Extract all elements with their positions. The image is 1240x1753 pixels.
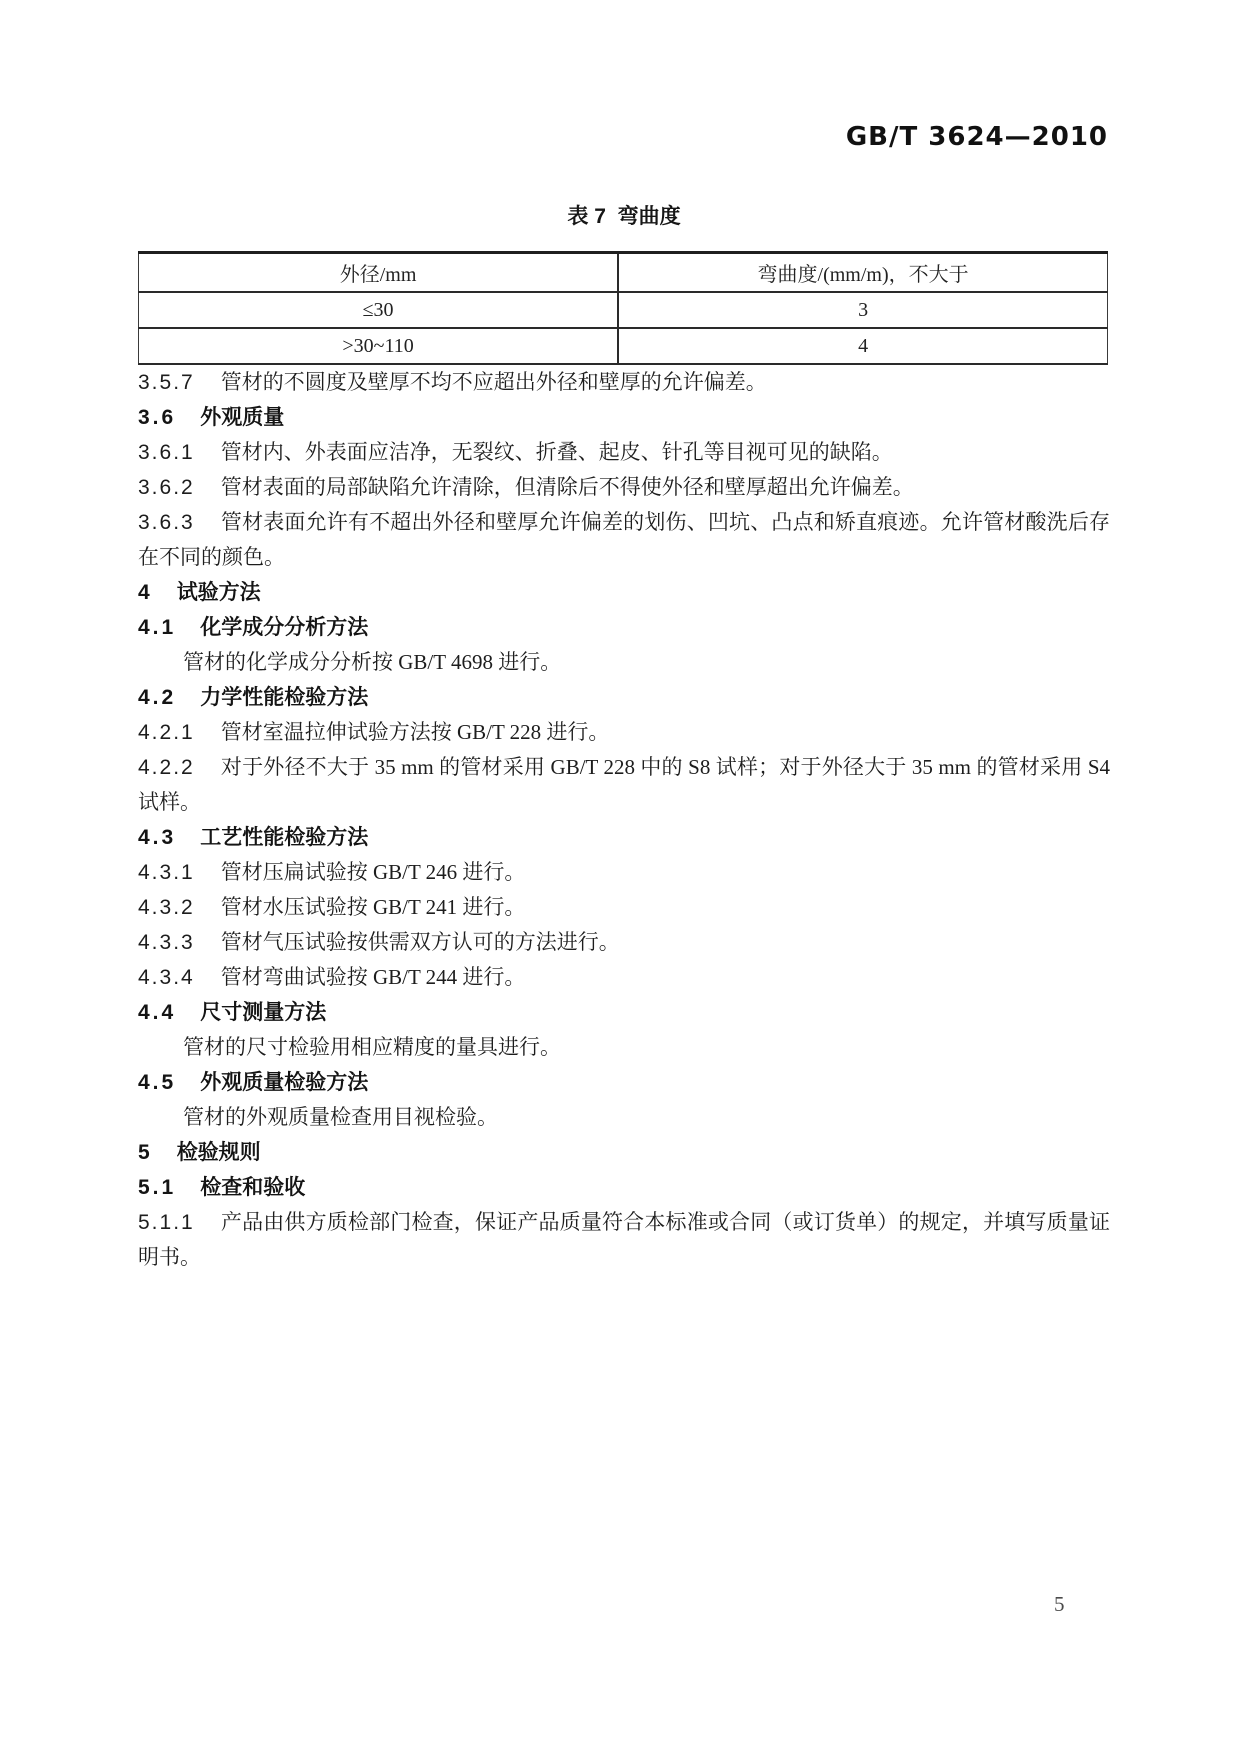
paragraph-4-5 bbox=[138, 1100, 1110, 1135]
heading-4-4 bbox=[138, 995, 1110, 1030]
heading-text: 工艺性能检验方法 bbox=[200, 826, 369, 849]
clause-3-5-7 bbox=[138, 365, 1110, 400]
clause-number: 4.3.2 bbox=[138, 896, 195, 919]
table-cell: 4 bbox=[858, 334, 869, 357]
heading-text: 检验规则 bbox=[176, 1141, 261, 1164]
table-row bbox=[139, 292, 1108, 328]
table-header-bend-degree: 弯曲度/(mm/m)，不大于 bbox=[618, 253, 1107, 293]
heading-number: 3.6 bbox=[138, 406, 177, 429]
heading-4-1 bbox=[138, 610, 1110, 645]
clause-number: 5.1.1 bbox=[138, 1211, 195, 1234]
clause-text: 对于外径不大于 35 mm 的管材采用 GB/T 228 中的 S8 试样；对于外径大于 35 mm 的管材采用 S4 试样。 bbox=[138, 755, 1110, 814]
clause-5-1-1 bbox=[138, 1205, 1110, 1275]
clause-text: 管材气压试验按供需双方认可的方法进行。 bbox=[220, 930, 620, 954]
heading-4 bbox=[138, 575, 1110, 610]
heading-number: 4.2 bbox=[138, 686, 177, 709]
clause-4-3-4 bbox=[138, 960, 1110, 995]
clause-text: 管材内、外表面应洁净，无裂纹、折叠、起皮、针孔等目视可见的缺陷。 bbox=[220, 440, 893, 464]
clause-text: 管材表面允许有不超出外径和壁厚允许偏差的划伤、凹坑、凸点和矫直痕迹。允许管材酸洗后存在不同的颜色。 bbox=[138, 510, 1110, 569]
clause-text: 管材表面的局部缺陷允许清除，但清除后不得使外径和壁厚超出允许偏差。 bbox=[220, 475, 914, 499]
heading-4-5 bbox=[138, 1065, 1110, 1100]
page-content bbox=[138, 0, 1110, 1275]
clause-number: 3.6.1 bbox=[138, 441, 195, 464]
clause-text: 管材压扁试验按 GB/T 246 进行。 bbox=[220, 860, 526, 884]
heading-5-1 bbox=[138, 1170, 1110, 1205]
heading-4-2 bbox=[138, 680, 1110, 715]
clause-text: 产品由供方质检部门检查，保证产品质量符合本标准或合同（或订货单）的规定，并填写质量证明书。 bbox=[138, 1210, 1110, 1269]
heading-text: 试验方法 bbox=[176, 581, 261, 604]
heading-number: 5 bbox=[138, 1141, 153, 1164]
paragraph-text: 管材的化学成分分析按 GB/T 4698 进行。 bbox=[183, 650, 562, 674]
paragraph-4-1 bbox=[138, 645, 1110, 680]
clause-text: 管材水压试验按 GB/T 241 进行。 bbox=[220, 895, 526, 919]
clause-4-3-1 bbox=[138, 855, 1110, 890]
clause-number: 3.6.3 bbox=[138, 511, 195, 534]
table-header-outer-diameter: 外径/mm bbox=[139, 253, 619, 293]
heading-text: 化学成分分析方法 bbox=[200, 616, 369, 639]
heading-number: 5.1 bbox=[138, 1176, 177, 1199]
page-number: 5 bbox=[1054, 1592, 1065, 1616]
heading-text: 外观质量检验方法 bbox=[200, 1071, 369, 1094]
heading-number: 4.4 bbox=[138, 1001, 177, 1024]
heading-number: 4.5 bbox=[138, 1071, 177, 1094]
table-caption: 表 7 弯曲度 bbox=[567, 205, 681, 228]
clause-number: 4.3.3 bbox=[138, 931, 195, 954]
paragraph-text: 管材的外观质量检查用目视检验。 bbox=[183, 1105, 498, 1129]
clause-text: 管材弯曲试验按 GB/T 244 进行。 bbox=[220, 965, 526, 989]
clause-4-2-2 bbox=[138, 750, 1110, 820]
table-row bbox=[139, 328, 1108, 364]
heading-number: 4.3 bbox=[138, 826, 177, 849]
clause-text: 管材室温拉伸试验方法按 GB/T 228 进行。 bbox=[220, 720, 610, 744]
table-cell: >30~110 bbox=[139, 328, 619, 364]
heading-text: 尺寸测量方法 bbox=[200, 1001, 327, 1024]
heading-text: 力学性能检验方法 bbox=[200, 686, 369, 709]
heading-4-3 bbox=[138, 820, 1110, 855]
clause-number: 4.3.1 bbox=[138, 861, 195, 884]
paragraph-text: 管材的尺寸检验用相应精度的量具进行。 bbox=[183, 1035, 561, 1059]
table-header-row bbox=[139, 253, 1108, 293]
clause-3-6-3 bbox=[138, 505, 1110, 575]
clause-number: 4.2.2 bbox=[138, 756, 195, 779]
table-cell: ≤30 bbox=[139, 292, 619, 328]
paragraph-4-4 bbox=[138, 1030, 1110, 1065]
clause-number: 3.6.2 bbox=[138, 476, 195, 499]
clause-3-6-2 bbox=[138, 470, 1110, 505]
clause-4-3-2 bbox=[138, 890, 1110, 925]
heading-3-6 bbox=[138, 400, 1110, 435]
clause-number: 4.3.4 bbox=[138, 966, 195, 989]
standard-number: GB/T 3624—2010 bbox=[845, 122, 1108, 152]
bend-degree-table bbox=[138, 251, 1108, 365]
heading-5 bbox=[138, 1135, 1110, 1170]
table-cell: 3 bbox=[618, 292, 1107, 328]
heading-text: 外观质量 bbox=[200, 406, 285, 429]
clause-text: 管材的不圆度及壁厚不均不应超出外径和壁厚的允许偏差。 bbox=[220, 370, 767, 394]
clause-4-2-1 bbox=[138, 715, 1110, 750]
clause-number: 3.5.7 bbox=[138, 371, 195, 394]
clause-3-6-1 bbox=[138, 435, 1110, 470]
clause-4-3-3 bbox=[138, 925, 1110, 960]
heading-number: 4 bbox=[138, 581, 153, 604]
heading-text: 检查和验收 bbox=[200, 1176, 306, 1199]
clause-number: 4.2.1 bbox=[138, 721, 195, 744]
heading-number: 4.1 bbox=[138, 616, 177, 639]
